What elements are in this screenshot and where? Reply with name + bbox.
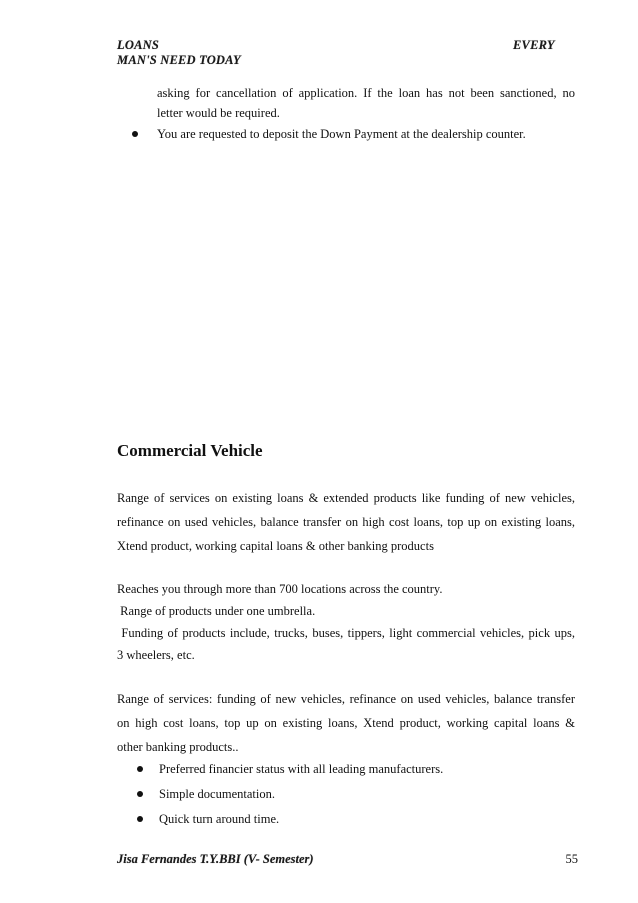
section-heading: Commercial Vehicle xyxy=(117,441,263,460)
bullet-icon xyxy=(137,816,143,822)
bullet-item: You are requested to deposit the Down Payment at the dealership counter. xyxy=(157,127,526,141)
paragraph-line: Xtend product, working capital loans & other banking products xyxy=(117,539,434,553)
page-number: 55 xyxy=(565,852,578,866)
paragraph-line: refinance on used vehicles, balance transfer on high cost loans, top up on existing loans, xyxy=(117,515,575,529)
bullet-item: Preferred financier status with all leading manufacturers. xyxy=(159,762,444,776)
paragraph-line: Range of products under one umbrella. xyxy=(117,604,316,618)
paragraph-line: on high cost loans, top up on existing loans, Xtend product, working capital loans & xyxy=(117,716,575,730)
bullet-icon xyxy=(132,131,138,137)
continued-text-line: asking for cancellation of application. If the loan has not been sanctioned, no xyxy=(157,86,575,100)
bullet-item: Simple documentation. xyxy=(159,787,275,801)
footer-author: Jisa Fernandes T.Y.BBI (V- Semester) xyxy=(117,852,314,866)
paragraph-line: Range of services on existing loans & extended products like funding of new vehicles, xyxy=(117,491,575,505)
paragraph-line: other banking products.. xyxy=(117,740,239,754)
bullet-item: Quick turn around time. xyxy=(159,812,280,826)
header-title-right: EVERY xyxy=(513,38,555,52)
continued-text-line: letter would be required. xyxy=(157,106,280,120)
header-title-left: LOANS xyxy=(117,38,159,52)
paragraph-line: Range of services: funding of new vehicles, refinance on used vehicles, balance transfer xyxy=(117,692,575,706)
paragraph-line: 3 wheelers, etc. xyxy=(117,648,195,662)
header-title-line2: MAN'S NEED TODAY xyxy=(117,53,241,67)
bullet-icon xyxy=(137,791,143,797)
paragraph-line: Funding of products include, trucks, buses, tippers, light commercial vehicles, pick ups, xyxy=(117,626,575,640)
bullet-icon xyxy=(137,766,143,772)
paragraph-line: Reaches you through more than 700 locations across the country. xyxy=(117,582,443,596)
